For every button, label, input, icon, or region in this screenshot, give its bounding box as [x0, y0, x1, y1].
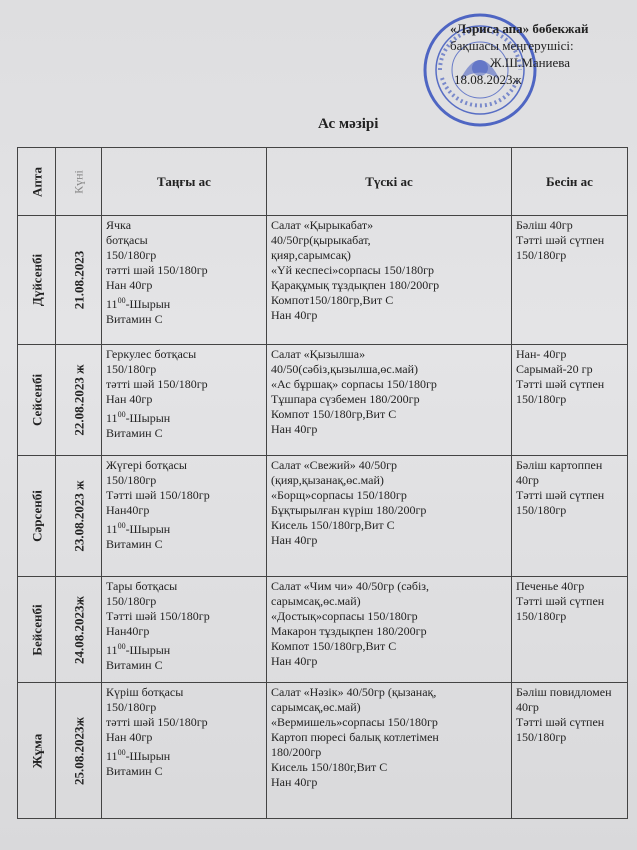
approval-name: Ж.Ш.Маниева: [490, 55, 571, 70]
snack-item: Сарымай-20 гр: [516, 361, 593, 376]
snack-item: Тәтті шәй сүтпен: [516, 376, 605, 391]
lunch-item: «Үй кеспесі»сорпасы 150/180гр: [271, 263, 434, 278]
snack-item: Печенье 40гр: [516, 578, 585, 593]
approval-position: бақшасы меңгерушісі:: [450, 38, 574, 53]
table-row: [18, 216, 628, 345]
breakfast-item: 150/180гр: [106, 248, 157, 263]
breakfast-item: Тары ботқасы: [106, 578, 178, 593]
approval-date: 18.08.2023ж: [454, 72, 522, 87]
lunch-item: Компот 150/180гр,Вит С: [271, 406, 397, 421]
breakfast-item: Ячка: [106, 218, 132, 233]
snack-item: 150/180гр: [516, 503, 567, 518]
lunch-item: Қарақұмық тұздықпен 180/200гр: [271, 278, 440, 293]
breakfast-item: Нан 40гр: [106, 730, 153, 745]
snack-cell: [512, 576, 628, 682]
breakfast-item: 150/180гр: [106, 361, 157, 376]
snack-item: 150/180гр: [516, 248, 567, 263]
lunch-item: «Ас бұршақ» сорпасы 150/180гр: [271, 376, 437, 391]
lunch-cell: [267, 344, 512, 456]
snack-item: 150/180гр: [516, 730, 567, 745]
snack-item: 40гр: [516, 700, 539, 715]
breakfast-item: Нан 40гр: [106, 391, 153, 406]
breakfast-item: Нан40гр: [106, 503, 150, 518]
snack-cell: [512, 344, 628, 456]
lunch-item: (қияр,қызанақ,өс.май): [271, 473, 384, 488]
lunch-item: Салат «Нәзік» 40/50гр (қызанақ,: [271, 685, 437, 700]
snack-item: Тәтті шәй сүтпен: [516, 715, 605, 730]
table-row: [18, 456, 628, 577]
header-row: [18, 148, 628, 216]
lunch-item: Салат «Қызылша»: [271, 346, 366, 361]
breakfast-item: тәтті шәй 150/180гр: [106, 376, 208, 391]
breakfast-item: 150/180гр: [106, 473, 157, 488]
snack-item: Бәліш повидломен: [516, 685, 612, 700]
lunch-item: Тұшпара сүзбемен 180/200гр: [271, 391, 420, 406]
table-row: [18, 683, 628, 819]
breakfast-item: Витамин С: [106, 537, 163, 552]
lunch-item: «Борщ»сорпасы 150/180гр: [271, 488, 407, 503]
breakfast-item: тәтті шәй 150/180гр: [106, 715, 208, 730]
weekday-cell: Сейсенбі: [18, 344, 56, 456]
snack-item: 150/180гр: [516, 391, 567, 406]
breakfast-item: $11^{00}$-Шырын: [106, 521, 171, 537]
snack-item: 40гр: [516, 473, 539, 488]
breakfast-item: Витамин С: [106, 764, 163, 779]
lunch-item: Нан 40гр: [271, 533, 318, 548]
lunch-item: «Вермишель»сорпасы 150/180гр: [271, 715, 438, 730]
snack-item: Тәтті шәй сүтпен: [516, 593, 605, 608]
breakfast-item: Витамин С: [106, 312, 163, 327]
date-cell: 22.08.2023 ж: [56, 344, 102, 456]
lunch-cell: [267, 216, 512, 345]
approval-org: «Ләриса апа» бөбекжай: [450, 21, 589, 36]
header-week: Апта: [18, 148, 56, 216]
snack-item: 150/180гр: [516, 608, 567, 623]
lunch-item: Бұқтырылған күріш 180/200гр: [271, 503, 427, 518]
breakfast-item: $11^{00}$-Шырын: [106, 409, 171, 425]
date-cell: 21.08.2023: [56, 216, 102, 345]
lunch-item: Нан 40гр: [271, 653, 318, 668]
weekday-cell: Бейсенбі: [18, 576, 56, 682]
snack-item: Тәтті шәй сүтпен: [516, 233, 605, 248]
breakfast-item: Нан 40гр: [106, 278, 153, 293]
lunch-item: Нан 40гр: [271, 775, 318, 790]
breakfast-item: $11^{00}$-Шырын: [106, 641, 171, 657]
weekday-cell: Сәрсенбі: [18, 456, 56, 577]
lunch-item: Макарон тұздықпен 180/200гр: [271, 623, 427, 638]
breakfast-item: $11^{00}$-Шырын: [106, 748, 171, 764]
breakfast-item: 150/180гр: [106, 593, 157, 608]
breakfast-item: ботқасы: [106, 233, 148, 248]
lunch-item: 40/50(сәбіз,қызылша,өс.май): [271, 361, 418, 376]
lunch-cell: [267, 456, 512, 577]
lunch-item: Картоп пюресі балық котлетімен: [271, 730, 439, 745]
menu-table: [17, 147, 628, 819]
snack-item: Тәтті шәй сүтпен: [516, 488, 605, 503]
breakfast-item: Геркулес ботқасы: [106, 346, 197, 361]
breakfast-cell: [102, 344, 267, 456]
table-row: [18, 344, 628, 456]
lunch-item: Нан 40гр: [271, 308, 318, 323]
lunch-item: Салат «Свежий» 40/50гр: [271, 458, 397, 473]
header-lunch: Түскі ас: [267, 148, 512, 216]
lunch-item: Компот 150/180гр,Вит С: [271, 638, 397, 653]
breakfast-item: Жүгері ботқасы: [106, 458, 187, 473]
snack-cell: [512, 683, 628, 819]
breakfast-cell: [102, 216, 267, 345]
lunch-item: 40/50гр(қырыкабат,: [271, 233, 371, 248]
lunch-item: Кисель 150/180г,Вит С: [271, 760, 388, 775]
breakfast-item: Витамин С: [106, 425, 163, 440]
page-title: Ас мәзірі: [318, 116, 379, 132]
lunch-cell: [267, 576, 512, 682]
header-snack: Бесін ас: [512, 148, 628, 216]
snack-cell: [512, 456, 628, 577]
snack-cell: [512, 216, 628, 345]
table-row: [18, 576, 628, 682]
lunch-item: Салат «Чим чи» 40/50гр (сәбіз,: [271, 578, 430, 593]
lunch-item: сарымсақ,өс.май): [271, 593, 361, 608]
breakfast-cell: [102, 576, 267, 682]
breakfast-cell: [102, 683, 267, 819]
weekday-cell: Дүйсенбі: [18, 216, 56, 345]
breakfast-cell: [102, 456, 267, 577]
date-cell: 23.08.2023 ж: [56, 456, 102, 577]
snack-item: Бәліш картоппен: [516, 458, 603, 473]
lunch-item: қияр,сарымсақ): [271, 248, 351, 263]
date-cell: 24.08.2023ж: [56, 576, 102, 682]
snack-item: Нан- 40гр: [516, 346, 567, 361]
date-cell: 25.08.2023ж: [56, 683, 102, 819]
breakfast-item: Тәтті шәй 150/180гр: [106, 608, 210, 623]
approval-block: [450, 20, 635, 88]
breakfast-item: Күріш ботқасы: [106, 685, 184, 700]
header-day: Күні: [56, 148, 102, 216]
breakfast-item: Витамин С: [106, 657, 163, 672]
snack-item: Бәліш 40гр: [516, 218, 573, 233]
lunch-cell: [267, 683, 512, 819]
lunch-item: Кисель 150/180гр,Вит С: [271, 518, 395, 533]
lunch-item: Нан 40гр: [271, 421, 318, 436]
weekday-cell: Жұма: [18, 683, 56, 819]
breakfast-item: $11^{00}$-Шырын: [106, 296, 171, 312]
lunch-item: «Достық»сорпасы 150/180гр: [271, 608, 418, 623]
breakfast-item: Тәтті шәй 150/180гр: [106, 488, 210, 503]
breakfast-item: тәтті шәй 150/180гр: [106, 263, 208, 278]
lunch-item: сарымсақ,өс.май): [271, 700, 361, 715]
header-breakfast: Таңғы ас: [102, 148, 267, 216]
lunch-item: Салат «Қырыкабат»: [271, 218, 374, 233]
lunch-item: 180/200гр: [271, 745, 322, 760]
breakfast-item: Нан40гр: [106, 623, 150, 638]
lunch-item: Компот150/180гр,Вит С: [271, 293, 394, 308]
breakfast-item: 150/180гр: [106, 700, 157, 715]
